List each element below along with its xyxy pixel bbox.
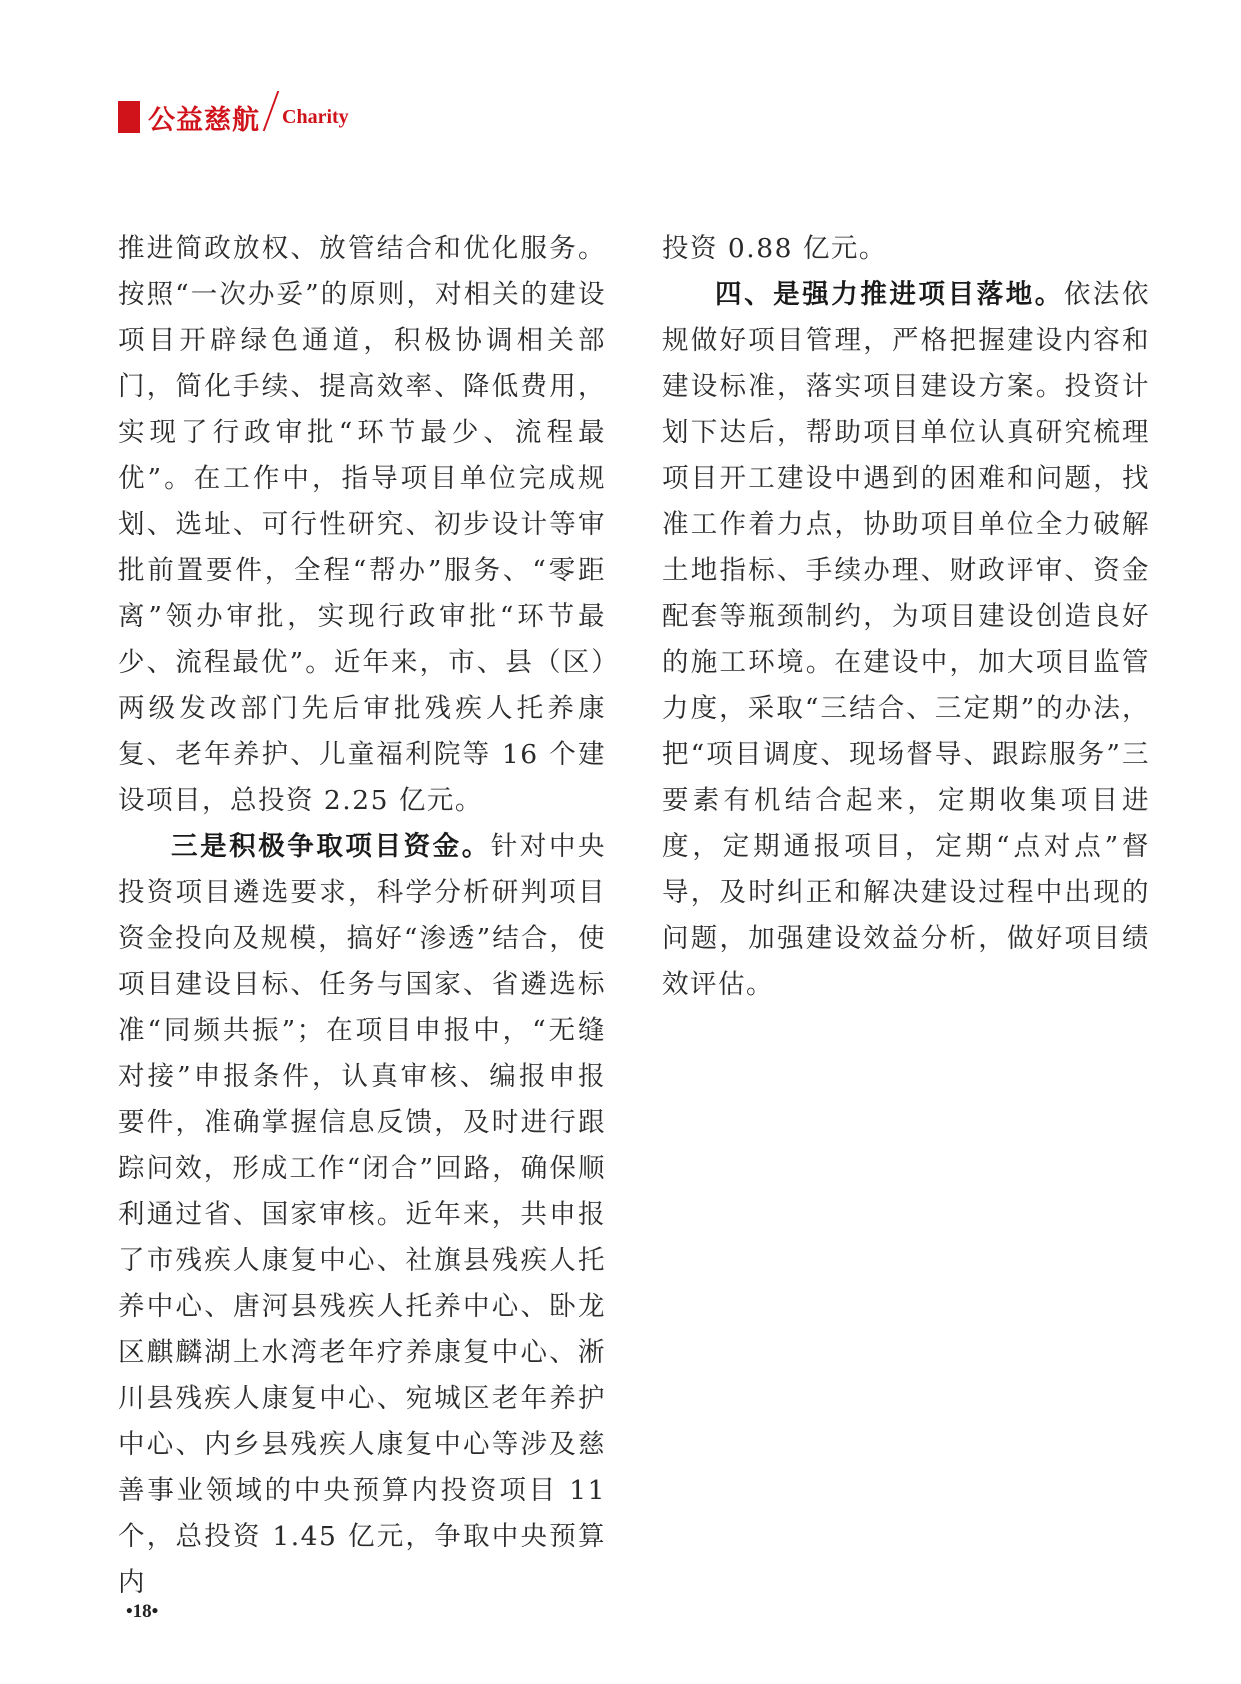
section-title-cn: 公益慈航 — [148, 104, 260, 136]
paragraph-body: 针对中央投资项目遴选要求，科学分析研判项目资金投向及规模，搞好“渗透”结合，使项目建设目标、任务与国家、省遴选标准“同频共振”；在项目申报中，“无缝对接”申报条件，认真审核、编报申报要件，准确掌握信息反馈，及时进行跟踪问效，形成工作“闭合”回路，确保顺利通过省、国家审核。近年来，共申报了市残疾人康复中心、社旗县残疾人托养中心、唐河县残疾人托养中心、卧龙区麒麟湖上水湾老年疗养康复中心、淅川县残疾人康复中心、宛城区老年养护中心、内乡县残疾人康复中心等涉及慈善事业领域的中央预算内投资项目 11 个，总投资 1.45 亿元，争取中央预算内 — [118, 831, 607, 1598]
paragraph-continued: 推进简政放权、放管结合和优化服务。按照“一次办妥”的原则，对相关的建设项目开辟绿色通道，积极协调相关部门，简化手续、提高效率、降低费用，实现了行政审批“环节最少、流程最优”。在工作中，指导项目单位完成规划、选址、可行性研究、初步设计等审批前置要件，全程“帮办”服务、“零距离”领办审批，实现行政审批“环节最少、流程最优”。近年来，市、县（区）两级发改部门先后审批残疾人托养康复、老年养护、儿童福利院等 16 个建设项目，总投资 2.25 亿元。 — [118, 233, 606, 816]
paragraph-lead-heading: 四、是强力推进项目落地。 — [715, 279, 1064, 310]
section-header — [118, 100, 349, 134]
paragraph-funding — [118, 824, 606, 1606]
paragraph-body: 依法依规做好项目管理，严格把握建设内容和建设标准，落实项目建设方案。投资计划下达后，帮助项目单位认真研究梳理项目开工建设中遇到的困难和问题，找准工作着力点，协助项目单位全力破解土地指标、手续办理、财政评审、资金配套等瓶颈制约，为项目建设创造良好的施工环境。在建设中，加大项目监管力度，采取“三结合、三定期”的办法，把“项目调度、现场督导、跟踪服务”三要素有机结合起来，定期收集项目进度，定期通报项目，定期“点对点”督导，及时纠正和解决建设过程中出现的问题，加强建设效益分析，做好项目绩效评估。 — [662, 279, 1151, 1000]
red-block-icon — [118, 101, 140, 133]
slash-divider — [263, 91, 280, 131]
page-number: •18• — [126, 1601, 159, 1622]
left-column — [118, 226, 606, 1606]
section-title-en: Charity — [282, 105, 349, 128]
right-column — [662, 226, 1150, 1008]
paragraph-lead-heading: 三是积极争取项目资金。 — [171, 831, 491, 862]
paragraph-continued-end: 投资 0.88 亿元。 — [662, 233, 887, 264]
paragraph-implementation — [662, 272, 1150, 1008]
